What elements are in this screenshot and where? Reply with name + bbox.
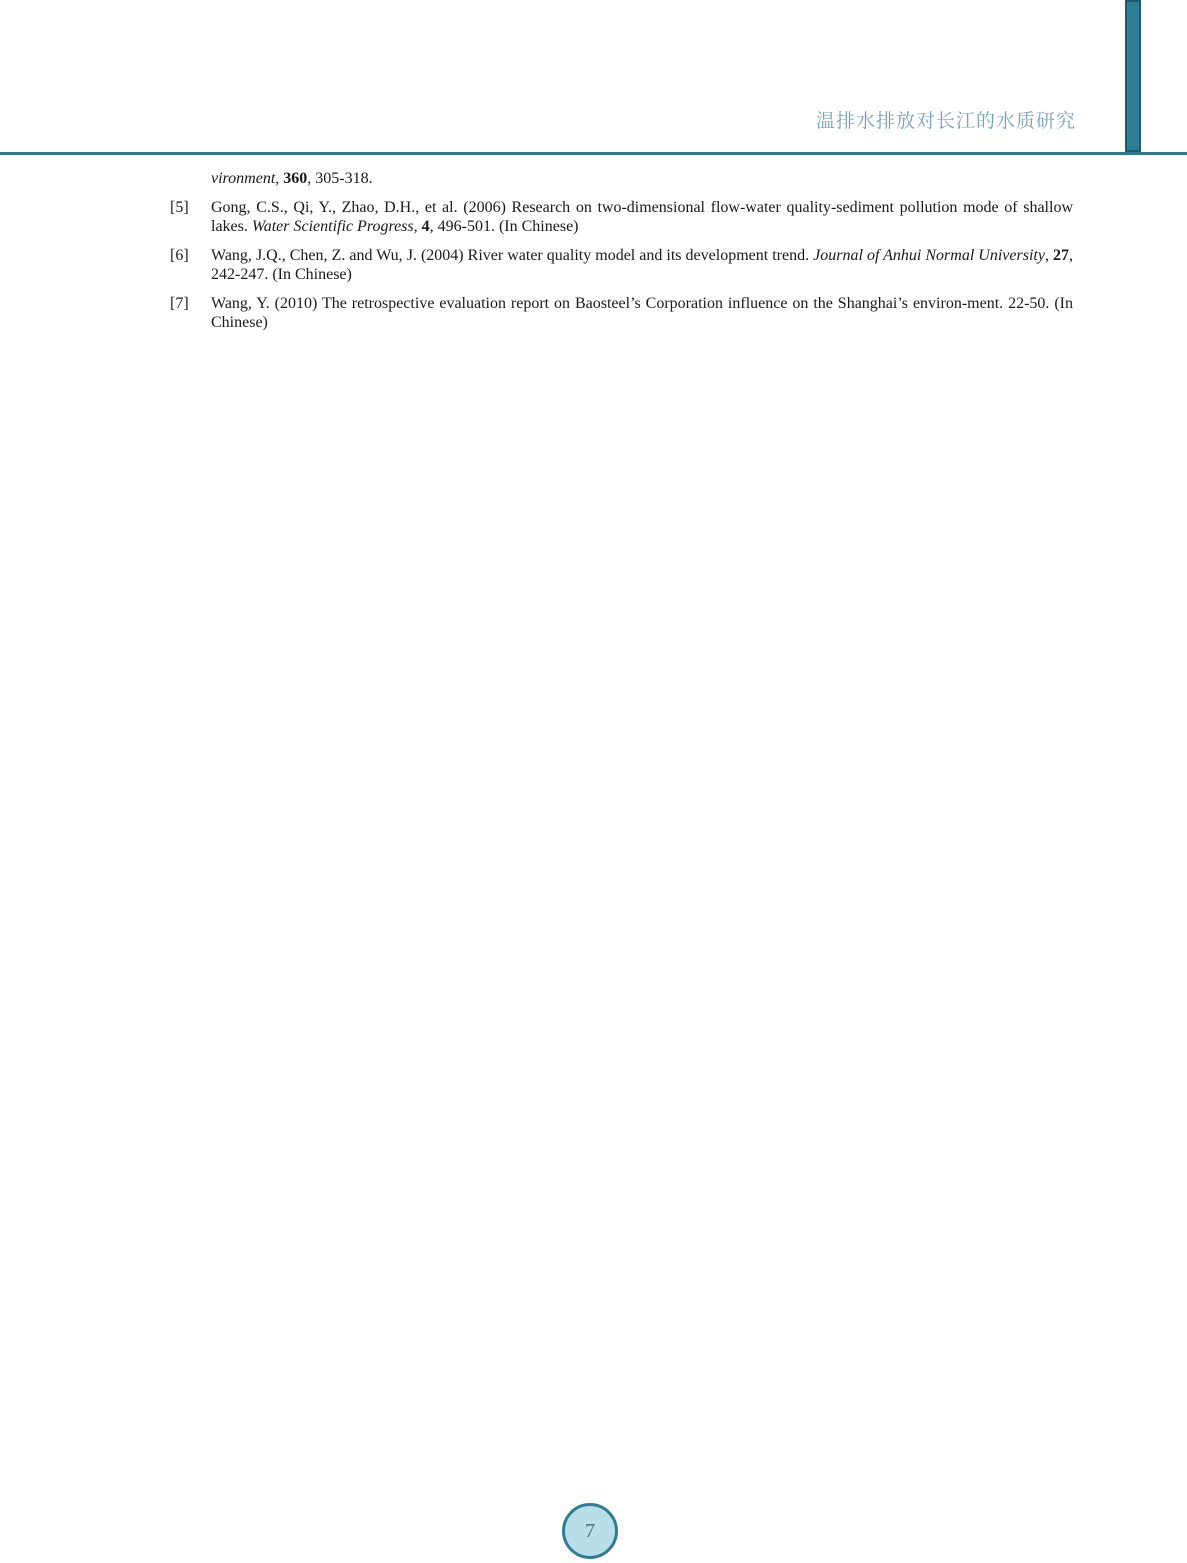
reference-label: [7] <box>170 295 189 312</box>
reference-text: Gong, C.S., Qi, Y., Zhao, D.H., et al. (2006) Research on two-dimensional flow-water quality-sediment pollution mode of shallow lakes. Water Scientific Progress, 4, 496-501. (In Chinese) <box>211 199 1073 235</box>
page-number-badge <box>562 1503 618 1559</box>
reference-item <box>170 246 1073 284</box>
reference-text: Wang, Y. (2010) The retrospective evaluation report on Baosteel’s Corporation influence on the Shanghai’s environ-ment. 22-50. (In Chinese) <box>211 295 1073 331</box>
reference-continuation-line: vironment, 360, 305-318. <box>211 170 373 187</box>
reference-item <box>170 294 1073 332</box>
reference-item <box>170 198 1073 236</box>
reference-label: [6] <box>170 247 189 264</box>
top-accent-bar <box>1125 0 1141 152</box>
running-header-title: 温排水排放对长江的水质研究 <box>815 111 1076 132</box>
reference-label: [5] <box>170 199 189 216</box>
reference-text: Wang, J.Q., Chen, Z. and Wu, J. (2004) River water quality model and its development trend. Journal of Anhui Normal University, 27, 242-247. (In Chinese) <box>211 247 1073 283</box>
header-divider <box>0 152 1187 155</box>
references-list <box>170 169 1073 342</box>
page-number: 7 <box>585 1519 595 1542</box>
